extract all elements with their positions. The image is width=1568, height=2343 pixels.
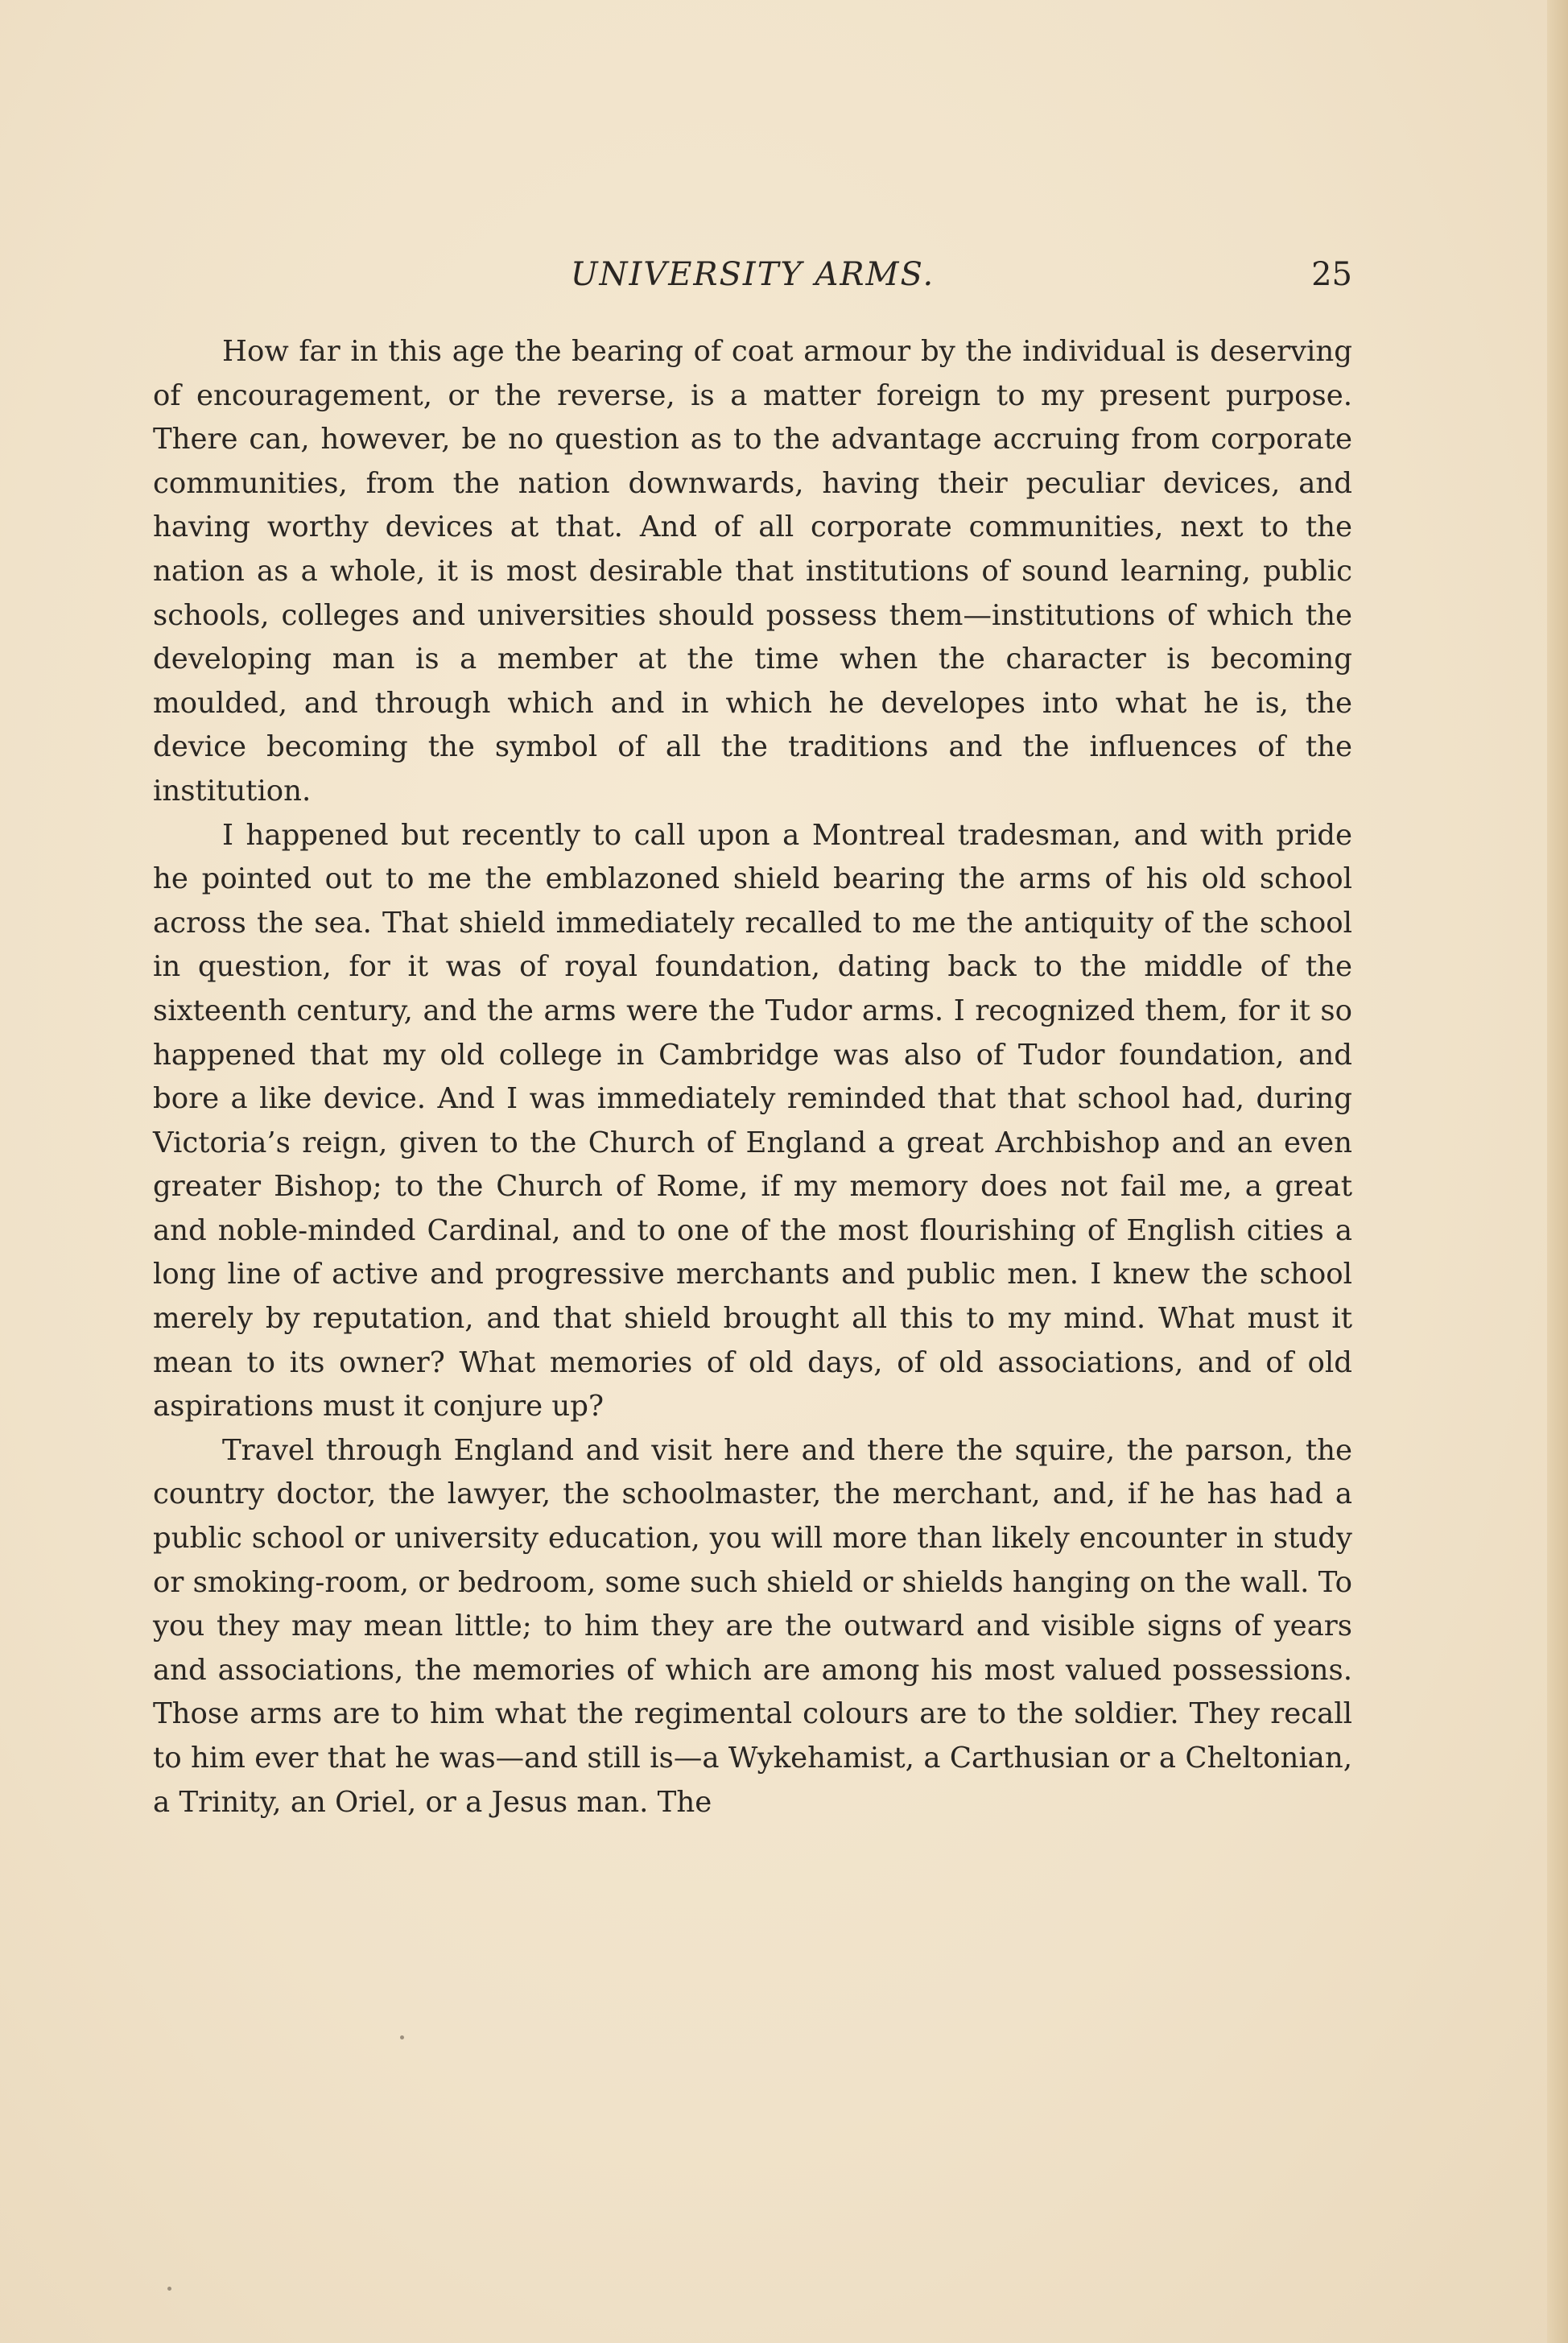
paragraph: How far in this age the bearing of coat armour by the individual is deserving of encouragement, or the reverse, is a matter foreign to my present purpose. There can, however, be no question as to the advantage accruing from corporate communities, from the nation downwards, having their peculiar devices, and having worthy devices at that. And of all corporate communities, next to the nation as a whole, it is most desirable that institutions of sound learning, public schools, colleges and universities should possess them—institutions of which the developing man is a member at the time when the character is becoming moulded, and through which and in which he developes into what he is, the device becoming the symbol of all the traditions and the influences of the institution.: [153, 335, 1352, 808]
page-header: [153, 256, 1352, 304]
running-title: UNIVERSITY ARMS.: [570, 256, 935, 293]
paper-speck: [167, 2287, 171, 2291]
page-number: 25: [1311, 256, 1352, 293]
page-edge: [1547, 0, 1568, 2343]
paragraph: Travel through England and visit here and there the squire, the parson, the country doctor, the lawyer, the schoolmaster, the merchant, and, if he has had a public school or university education, you will more than likely encounter in study or smoking-room, or bedroom, some such shield or shields hanging on the wall. To you they may mean little; to him they are the outward and visible signs of years and associations, the memories of which are among his most valued possessions. Those arms are to him what the regimental colours are to the soldier. They recall to him ever that he was—and still is—a Wykehamist, a Carthusian or a Cheltonian, a Trinity, an Oriel, or a Jesus man. The: [153, 1433, 1352, 1819]
paragraph: I happened but recently to call upon a Montreal tradesman, and with pride he pointed out to me the emblazoned shield bearing the arms of his old school across the sea. That shield immediately recalled to me the antiquity of the school in question, for it was of royal foundation, dating back to the middle of the sixteenth century, and the arms were the Tudor arms. I recognized them, for it so happened that my old college in Cambridge was also of Tudor foundation, and bore a like device. And I was immediately reminded that that school had, during Victoria’s reign, given to the Church of England a great Archbishop and an even greater Bishop; to the Church of Rome, if my memory does not fail me, a great and noble-minded Cardinal, and to one of the most flourishing of English cities a long line of active and progressive merchants and public men. I knew the school merely by reputation, and that shield brought all this to my mind. What must it mean to its owner? What memories of old days, of old associations, and of old aspirations must it conjure up?: [153, 818, 1352, 1424]
paper-speck: [400, 2035, 404, 2039]
body-text: [153, 330, 1352, 1824]
